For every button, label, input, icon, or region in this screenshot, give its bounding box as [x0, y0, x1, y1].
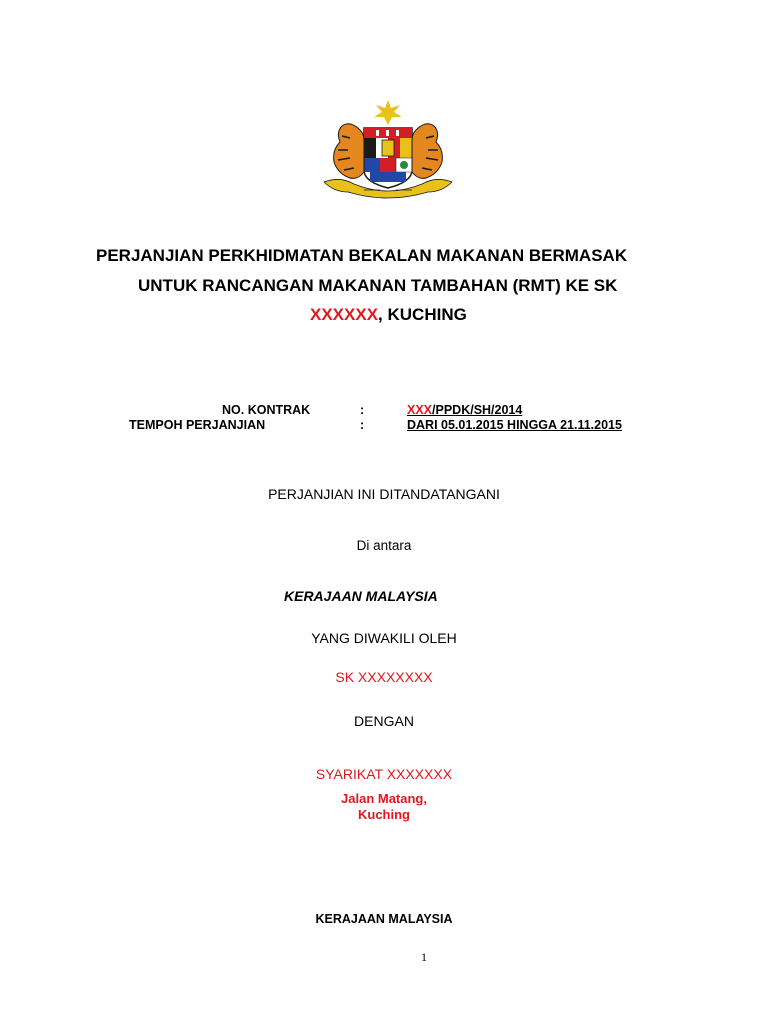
malaysia-coat-of-arms-icon [320, 100, 456, 208]
footer-party-name: KERAJAAN MALAYSIA [315, 912, 453, 926]
title-school-placeholder: XXXXXX [310, 305, 379, 324]
company-address-line-1: Jalan Matang, [341, 791, 427, 806]
title-line-3 [310, 305, 467, 325]
title-line-1: PERJANJIAN PERKHIDMATAN BEKALAN MAKANAN BERMASAK [96, 246, 628, 265]
title-location: , KUCHING [378, 305, 467, 324]
contract-period-value: DARI 05.01.2015 HINGGA 21.11.2015 [407, 418, 622, 432]
signed-statement: PERJANJIAN INI DITANDATANGANI [268, 486, 500, 502]
with-text: DENGAN [354, 713, 414, 729]
contract-no-suffix: /PPDK/SH/2014 [432, 403, 523, 417]
represented-by-text: YANG DIWAKILI OLEH [311, 630, 457, 646]
contract-no-placeholder: XXX [407, 403, 433, 417]
contract-period-colon: : [360, 418, 365, 432]
page-number: 1 [421, 950, 427, 964]
contract-no-value [407, 403, 522, 417]
party-one-name: KERAJAAN MALAYSIA [284, 588, 438, 604]
between-text: Di antara [356, 538, 412, 553]
school-name: SK XXXXXXXX [335, 669, 433, 685]
company-name: SYARIKAT XXXXXXX [315, 766, 453, 782]
contract-period-label: TEMPOH PERJANJIAN [129, 418, 266, 432]
company-address-line-2: Kuching [358, 807, 410, 822]
contract-no-label: NO. KONTRAK [222, 403, 311, 417]
contract-no-colon: : [360, 403, 365, 417]
title-line-2: UNTUK RANCANGAN MAKANAN TAMBAHAN (RMT) KE SK [138, 276, 618, 295]
